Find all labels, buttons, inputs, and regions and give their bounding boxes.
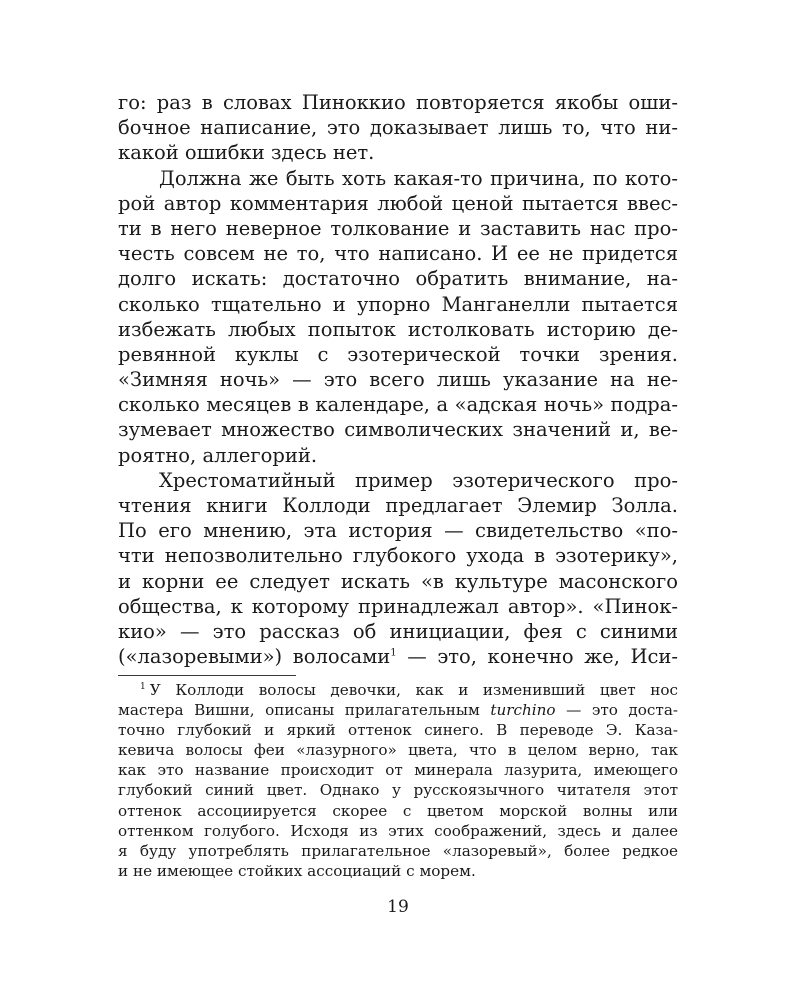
footnote-line: кевича волосы феи «лазурного» цвета, что в целом верно, так — [118, 741, 678, 760]
footnote-line: и не имеющее стойких ассоциаций с морем. — [118, 861, 476, 880]
footnote-line — [118, 680, 678, 700]
footnote-line: глубокий синий цвет. Однако у русскоязычного читателя этот — [118, 781, 678, 800]
text-line: чти непозволительно глубокого ухода в эзотерику», — [118, 544, 678, 568]
text-line: сколько месяцев в календаре, а «адская ночь» подра- — [118, 393, 678, 417]
footnote-line: оттенок ассоциируется скорее с цветом морской волны или — [118, 801, 678, 820]
text-line: ревянной куклы с эзотерической точки зрения. — [118, 342, 678, 366]
text-line: кио» — это рассказ об инициации, фея с синими — [118, 619, 678, 643]
text-line: какой ошибки здесь нет. — [118, 141, 375, 165]
text-line: роятно, аллегорий. — [118, 443, 318, 467]
footnote-line: оттенком голубого. Исходя из этих соображений, здесь и далее — [118, 821, 678, 840]
text-segment: — это доста- — [555, 701, 679, 720]
text-line: чтения книги Коллоди предлагает Элемир Золла. — [118, 494, 678, 517]
page-number: 19 — [387, 897, 409, 917]
text-segment: У Коллоди волосы девочки, как и изменивший цвет нос — [149, 681, 678, 699]
text-line: общества, к которому принадлежал автор». «Пинок- — [118, 594, 678, 618]
text-line: честь совсем не то, что написано. И ее не придется — [118, 242, 678, 266]
footnote-line: точно глубокий и яркий оттенок синего. В переводе Э. Каза- — [118, 721, 678, 740]
text-line: По его мнению, эта история — свидетельство «по- — [118, 519, 678, 543]
text-segment: («лазоревыми») волосами — [118, 645, 391, 669]
text-line: рой автор комментария любой ценой пытается ввес- — [118, 191, 678, 215]
text-segment: — это, конечно же, Иси- — [396, 645, 678, 669]
text-line: «Зимняя ночь» — это всего лишь указание на не- — [118, 368, 678, 392]
footnote-line: как это название происходит от минерала лазурита, имеющего — [118, 761, 678, 780]
main-text — [118, 90, 678, 669]
book-page — [118, 0, 678, 1000]
footnote-line — [118, 700, 678, 720]
text-line: го: раз в словах Пиноккио повторяется якобы оши- — [118, 91, 678, 114]
text-line: и корни ее следует искать «в культуре масонского — [118, 569, 678, 593]
text-line: избежать любых попыток истолковать историю де- — [118, 317, 678, 341]
footnote-reference: 1 — [390, 647, 397, 659]
footnote-divider — [118, 675, 296, 676]
text-line: долго искать: достаточно обратить внимание, на- — [118, 267, 678, 291]
text-line: сколько тщательно и упорно Манганелли пытается — [118, 292, 678, 316]
text-line — [118, 644, 678, 669]
footnote-line: я буду употреблять прилагательное «лазоревый», более редкое — [118, 841, 678, 860]
footnote — [118, 680, 678, 881]
text-line: бочное написание, это доказывает лишь то, что ни- — [118, 116, 678, 140]
footnote-number: 1 — [140, 681, 146, 692]
italic-term: turchino — [490, 701, 556, 720]
text-segment: мастера Вишни, описаны прилагательным — [118, 701, 491, 720]
text-line: зумевает множество символических значений и, ве- — [118, 418, 678, 442]
text-line: Должна же быть хоть какая-то причина, по кото- — [159, 166, 678, 190]
text-line: ти в него неверное толкование и заставить нас про- — [118, 216, 678, 240]
text-line: Хрестоматийный пример эзотерического про- — [159, 468, 678, 492]
